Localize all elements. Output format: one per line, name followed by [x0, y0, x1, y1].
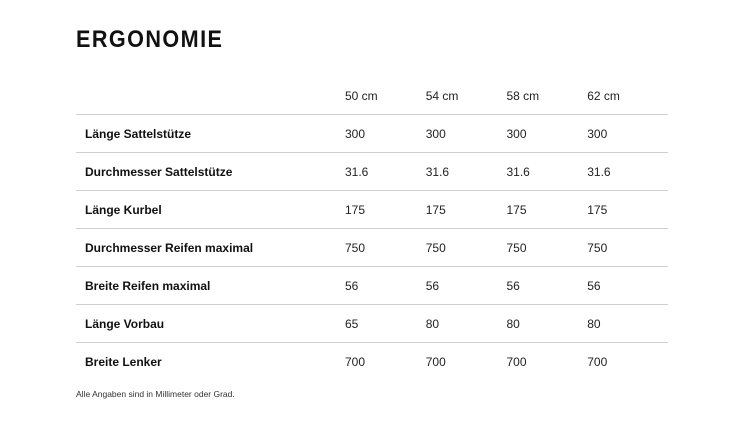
header-size-58: 58 cm: [507, 77, 588, 115]
table-cell: 56: [345, 267, 426, 305]
table-cell: 175: [426, 191, 507, 229]
table-cell: 65: [345, 305, 426, 343]
table-row: [76, 115, 668, 153]
table-cell: 700: [506, 354, 527, 369]
table-row: [76, 267, 668, 305]
table-cell: 31.6: [587, 153, 668, 191]
table-cell: 56: [587, 267, 668, 305]
row-label: Länge Vorbau: [76, 305, 345, 343]
table-cell: 300: [426, 115, 507, 153]
table-cell: 750: [507, 229, 588, 267]
table-cell: 700: [345, 354, 366, 369]
table-cell: 80: [507, 305, 588, 343]
table-cell: 31.6: [426, 153, 507, 191]
row-label: Länge Kurbel: [76, 191, 345, 229]
row-label: Durchmesser Sattelstütze: [76, 153, 345, 191]
table-header-row: [76, 77, 668, 115]
header-size-54: 54 cm: [426, 77, 507, 115]
table-cell: 56: [507, 267, 588, 305]
table-cell: 31.6: [507, 153, 588, 191]
table-cell: 700: [425, 354, 446, 369]
table-cell: 31.6: [345, 153, 426, 191]
row-label: Länge Sattelstütze: [76, 115, 345, 153]
table-cell: 300: [507, 115, 588, 153]
row-label: Breite Lenker: [85, 354, 162, 369]
ergonomics-table: [76, 77, 668, 380]
table-row: [76, 305, 668, 343]
header-label-cell: [76, 77, 345, 115]
table-cell: 175: [345, 191, 426, 229]
header-size-62: 62 cm: [587, 77, 668, 115]
table-cell: 175: [587, 191, 668, 229]
table-cell: 300: [587, 115, 668, 153]
table-cell: 700: [587, 354, 608, 369]
table-row: [76, 229, 668, 267]
table-cell: 175: [507, 191, 588, 229]
table-cell: 750: [345, 229, 426, 267]
footnote: Alle Angaben sind in Millimeter oder Grad.: [76, 389, 235, 399]
table-row: [76, 153, 668, 191]
table-cell: 300: [345, 115, 426, 153]
table-row: [76, 191, 668, 229]
page-title: ERGONOMIE: [76, 26, 224, 53]
table-cell: 80: [426, 305, 507, 343]
row-label: Durchmesser Reifen maximal: [76, 229, 345, 267]
table-cell: 56: [426, 267, 507, 305]
table-cell: 80: [587, 305, 668, 343]
table-cell: 750: [587, 229, 668, 267]
row-label: Breite Reifen maximal: [76, 267, 345, 305]
table-cell: 750: [426, 229, 507, 267]
header-size-50: 50 cm: [345, 77, 426, 115]
table-row: [76, 343, 668, 381]
